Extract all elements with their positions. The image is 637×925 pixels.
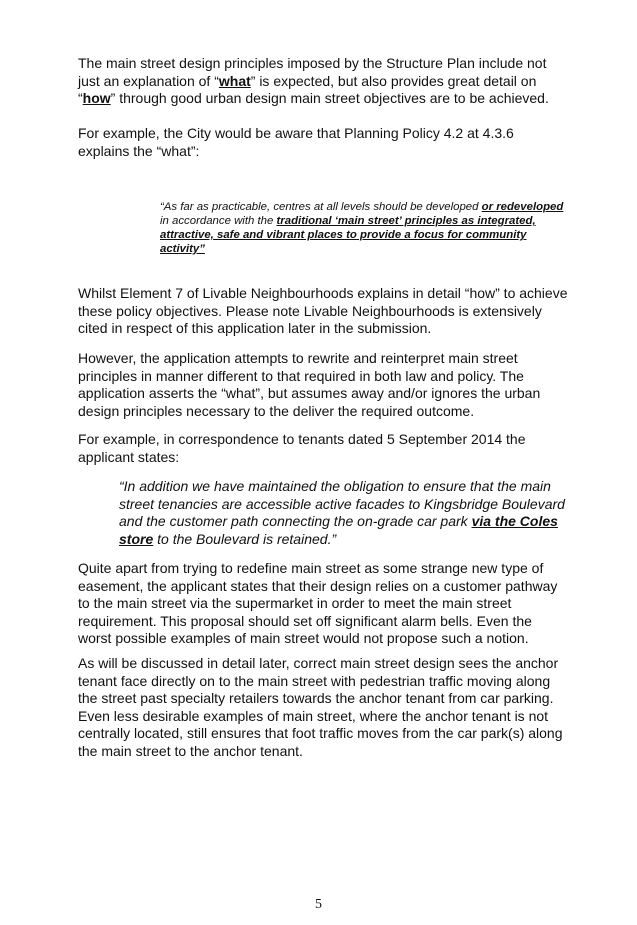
page-number: 5 [315,897,322,912]
paragraph-planning-policy: For example, the City would be aware that Planning Policy 4.2 at 4.3.6 explains the “what”: [78,125,514,159]
policy-quote: “As far as practicable, centres at all levels should be developed or redeveloped in accordance with the traditional ‘main street’ principles as integrated, attractive, safe and vibrant places to provide a focus for community activity” [160,201,564,255]
paragraph-anchor-tenant: As will be discussed in detail later, correct main street design sees the anchor tenant face directly on to the main street with pedestrian traffic moving along the street past specialty retailers towards the anchor tenant from car parking. Even less desirable examples of main street, where the anchor tenant is not centrally located, still ensures that foot traffic moves from the car park(s) along the main street to the anchor tenant. [78,655,563,759]
paragraph-correspondence: For example, in correspondence to tenants dated 5 September 2014 the applicant states: [78,431,526,465]
paragraph-design-principles: The main street design principles imposed by the Structure Plan include not just an explanation of “what” is expected, but also provides great detail on “how” through good urban design main street objectives are to be achieved. [78,55,549,106]
paragraph-application-rewrite: However, the application attempts to rewrite and reinterpret main street principles in manner different to that required in both law and policy. The application asserts the “what”, but assumes away and/or ignores the urban design principles necessary to the deliver the required outcome. [78,350,541,419]
paragraph-easement: Quite apart from trying to redefine main street as some strange new type of easement, the applicant states that their design relies on a customer pathway to the main street via the supermarket in order to meet the main street requirement. This proposal should set off significant alarm bells. Even the worst possible examples of main street would not propose such a notion. [78,560,558,646]
emphasis-or-redeveloped: or redeveloped [481,201,564,213]
applicant-quote: “In addition we have maintained the obligation to ensure that the main street tenancies are accessible active facades to Kingsbridge Boulevard and the customer path connecting the on-grade car park via the Coles store to the Boulevard is retained.” [119,478,565,547]
emphasis-via-coles: via the Coles store [119,513,558,547]
emphasis-how: how [82,90,111,106]
emphasis-main-street-principles: traditional ‘main street’ principles as integrated, attractive, safe and vibrant places to provide a focus for community activity” [160,215,536,255]
paragraph-livable-neighbourhoods: Whilst Element 7 of Livable Neighbourhoods explains in detail “how” to achieve these policy objectives. Please note Livable Neighbourhoods is extensively cited in respect of this application later in the submission. [78,285,568,336]
emphasis-what: what [218,72,251,89]
